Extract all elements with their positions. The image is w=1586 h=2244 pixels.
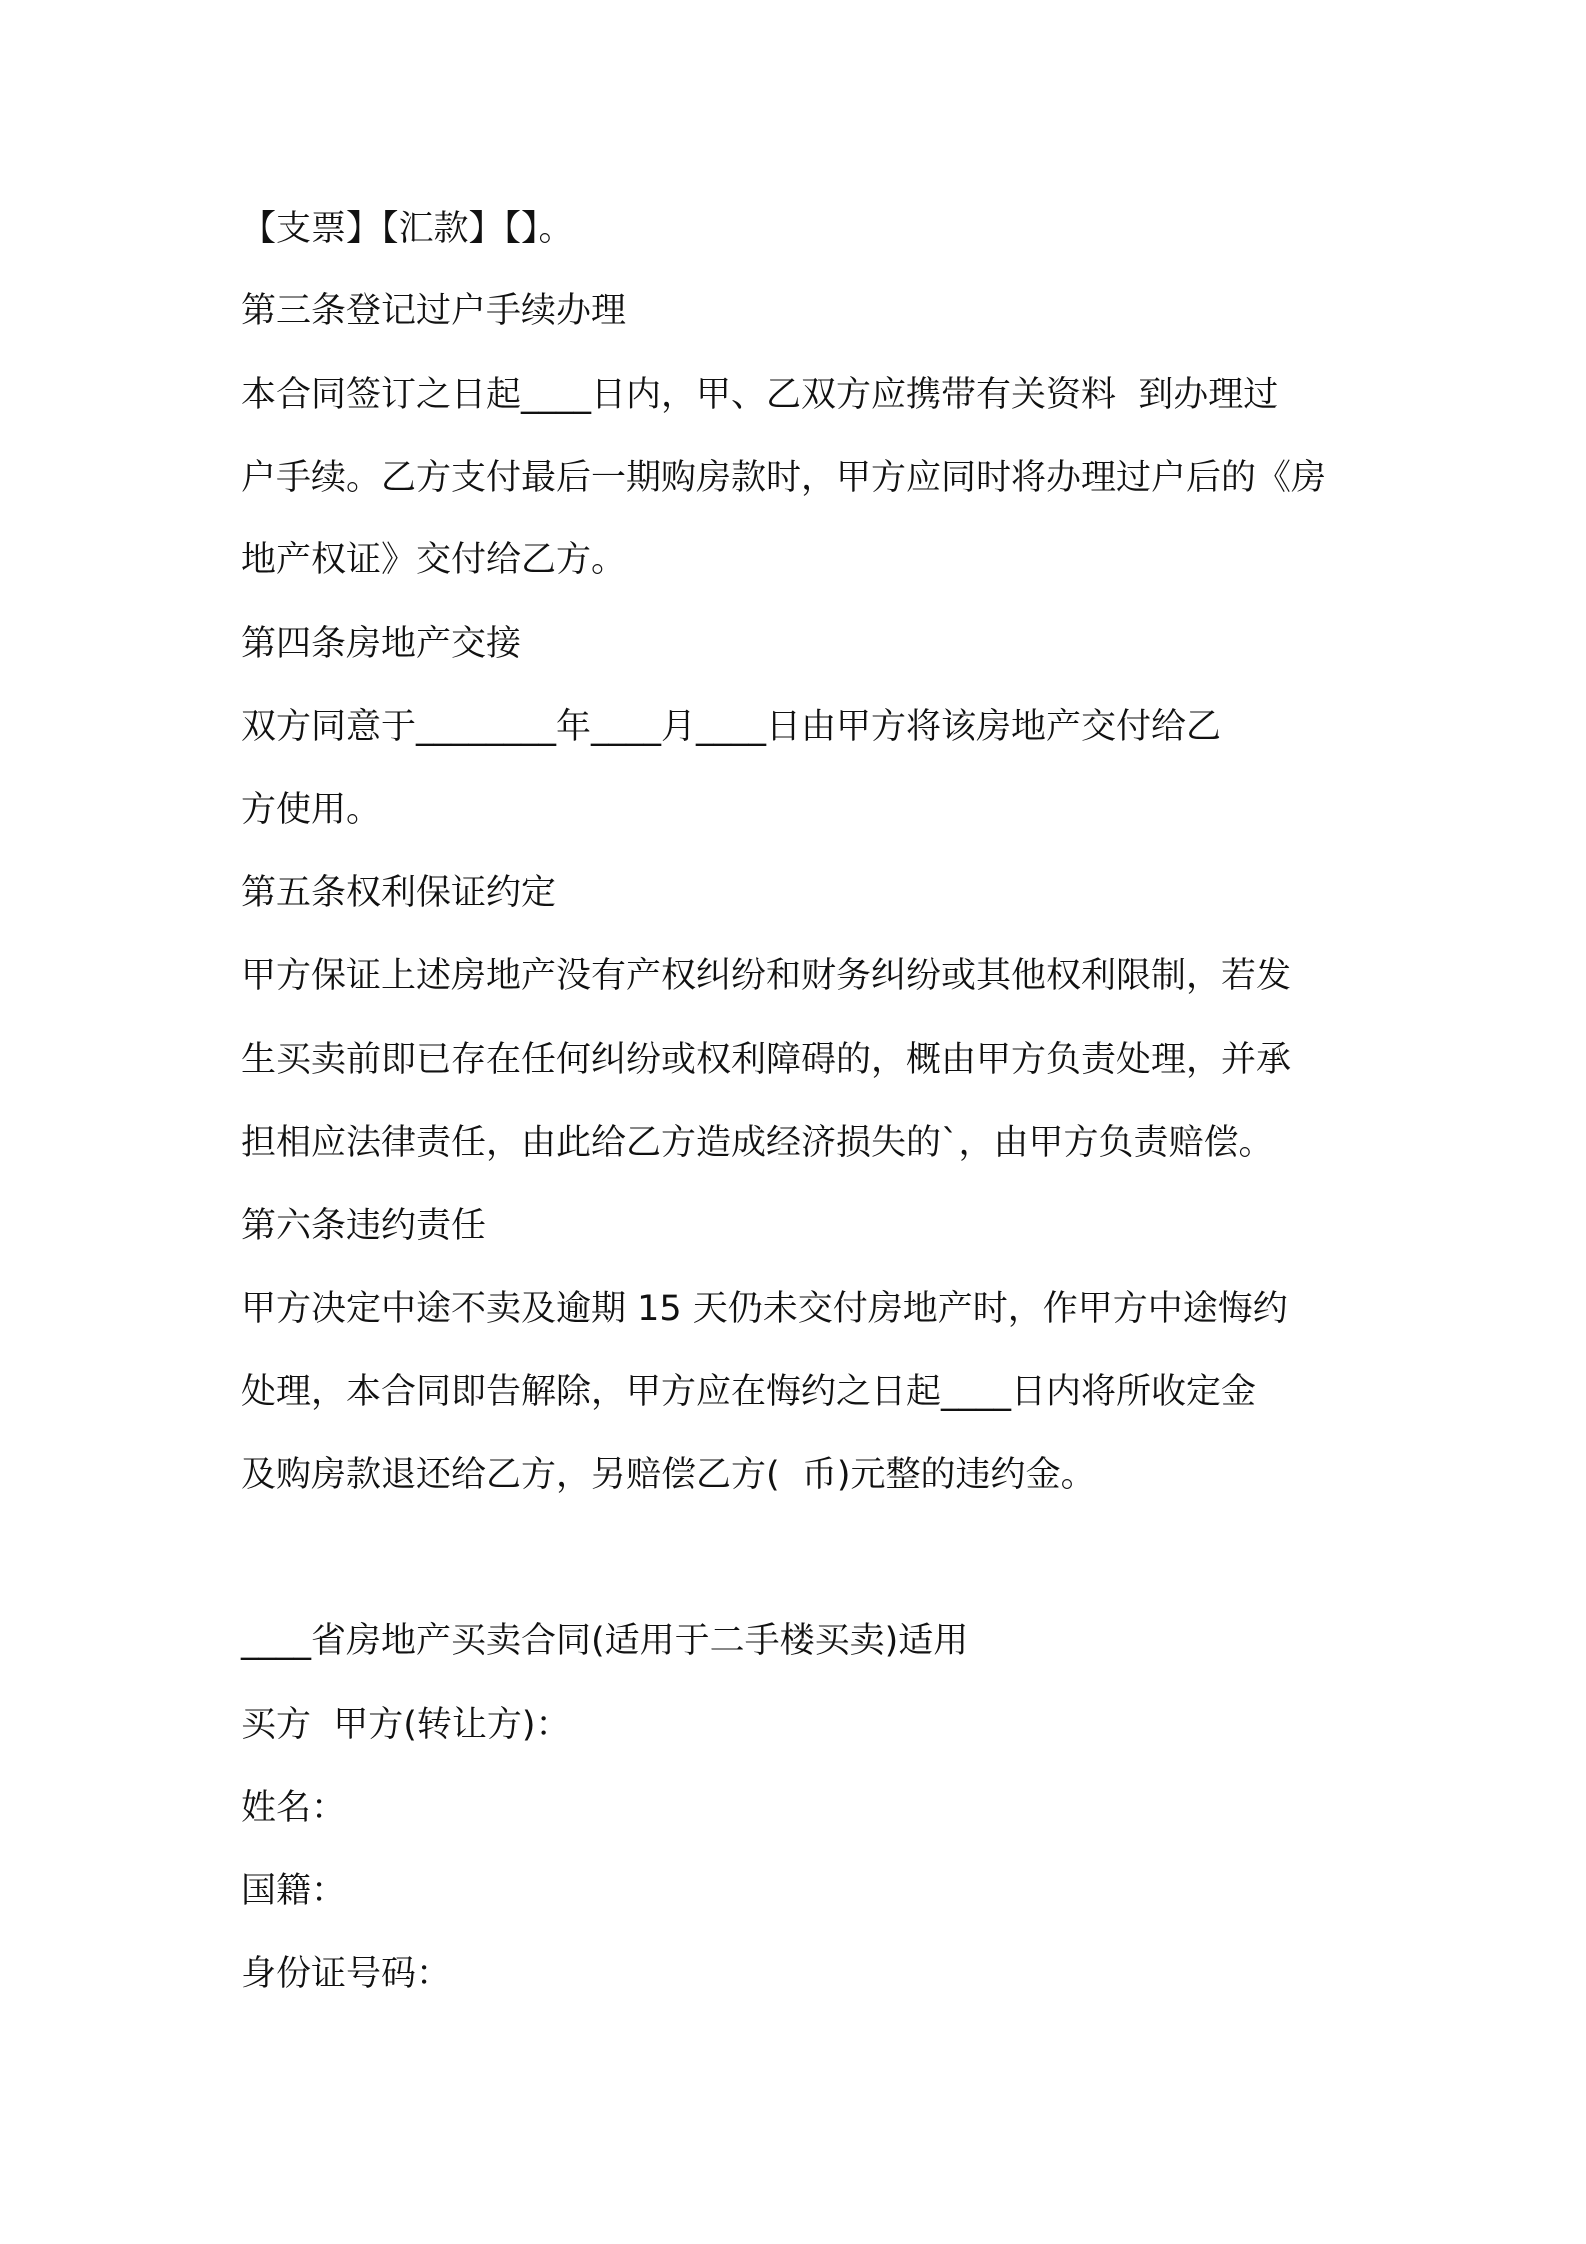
article-4-heading: 第四条房地产交接 <box>241 624 522 664</box>
article-6-heading: 第六条违约责任 <box>241 1206 487 1246</box>
article-6-text-line-3: 及购房款退还给乙方，另赔偿乙方( 币)元整的违约金。 <box>241 1455 1096 1495</box>
article-6-text-line-1: 甲方决定中途不卖及逾期 15 天仍未交付房地产时，作甲方中途悔约 <box>241 1289 1288 1329</box>
article-3-text-line-3: 地产权证》交付给乙方。 <box>241 540 627 580</box>
article-3-heading: 第三条登记过户手续办理 <box>241 291 627 331</box>
article-5-text-line-3: 担相应法律责任，由此给乙方造成经济损失的`，由甲方负责赔偿。 <box>241 1123 1274 1163</box>
article-4-text-line-2: 方使用。 <box>241 790 382 830</box>
article-4-text-line-1: 双方同意于________年____月____日由甲方将该房地产交付给乙 <box>241 707 1222 747</box>
article-3-text-line-1: 本合同签订之日起____日内，甲、乙双方应携带有关资料 到办理过 <box>241 375 1279 415</box>
nationality-label: 国籍： <box>241 1871 347 1911</box>
buyer-seller-line: 买方 甲方(转让方)： <box>241 1705 571 1745</box>
payment-method-line: 【支票】【汇款】【】。 <box>241 209 574 249</box>
article-5-text-line-2: 生买卖前即已存在任何纠纷或权利障碍的，概由甲方负责处理，并承 <box>241 1040 1292 1080</box>
article-5-text-line-1: 甲方保证上述房地产没有产权纠纷和财务纠纷或其他权利限制，若发 <box>241 956 1292 996</box>
contract-title: ____省房地产买卖合同(适用于二手楼买卖)适用 <box>241 1621 969 1661</box>
article-3-text-line-2: 户手续。乙方支付最后一期购房款时，甲方应同时将办理过户后的《房 <box>241 458 1327 498</box>
article-6-text-line-2: 处理，本合同即告解除，甲方应在悔约之日起____日内将所收定金 <box>241 1372 1257 1412</box>
name-label: 姓名： <box>241 1788 347 1828</box>
id-number-label: 身份证号码： <box>241 1954 452 1994</box>
article-5-heading: 第五条权利保证约定 <box>241 873 557 913</box>
